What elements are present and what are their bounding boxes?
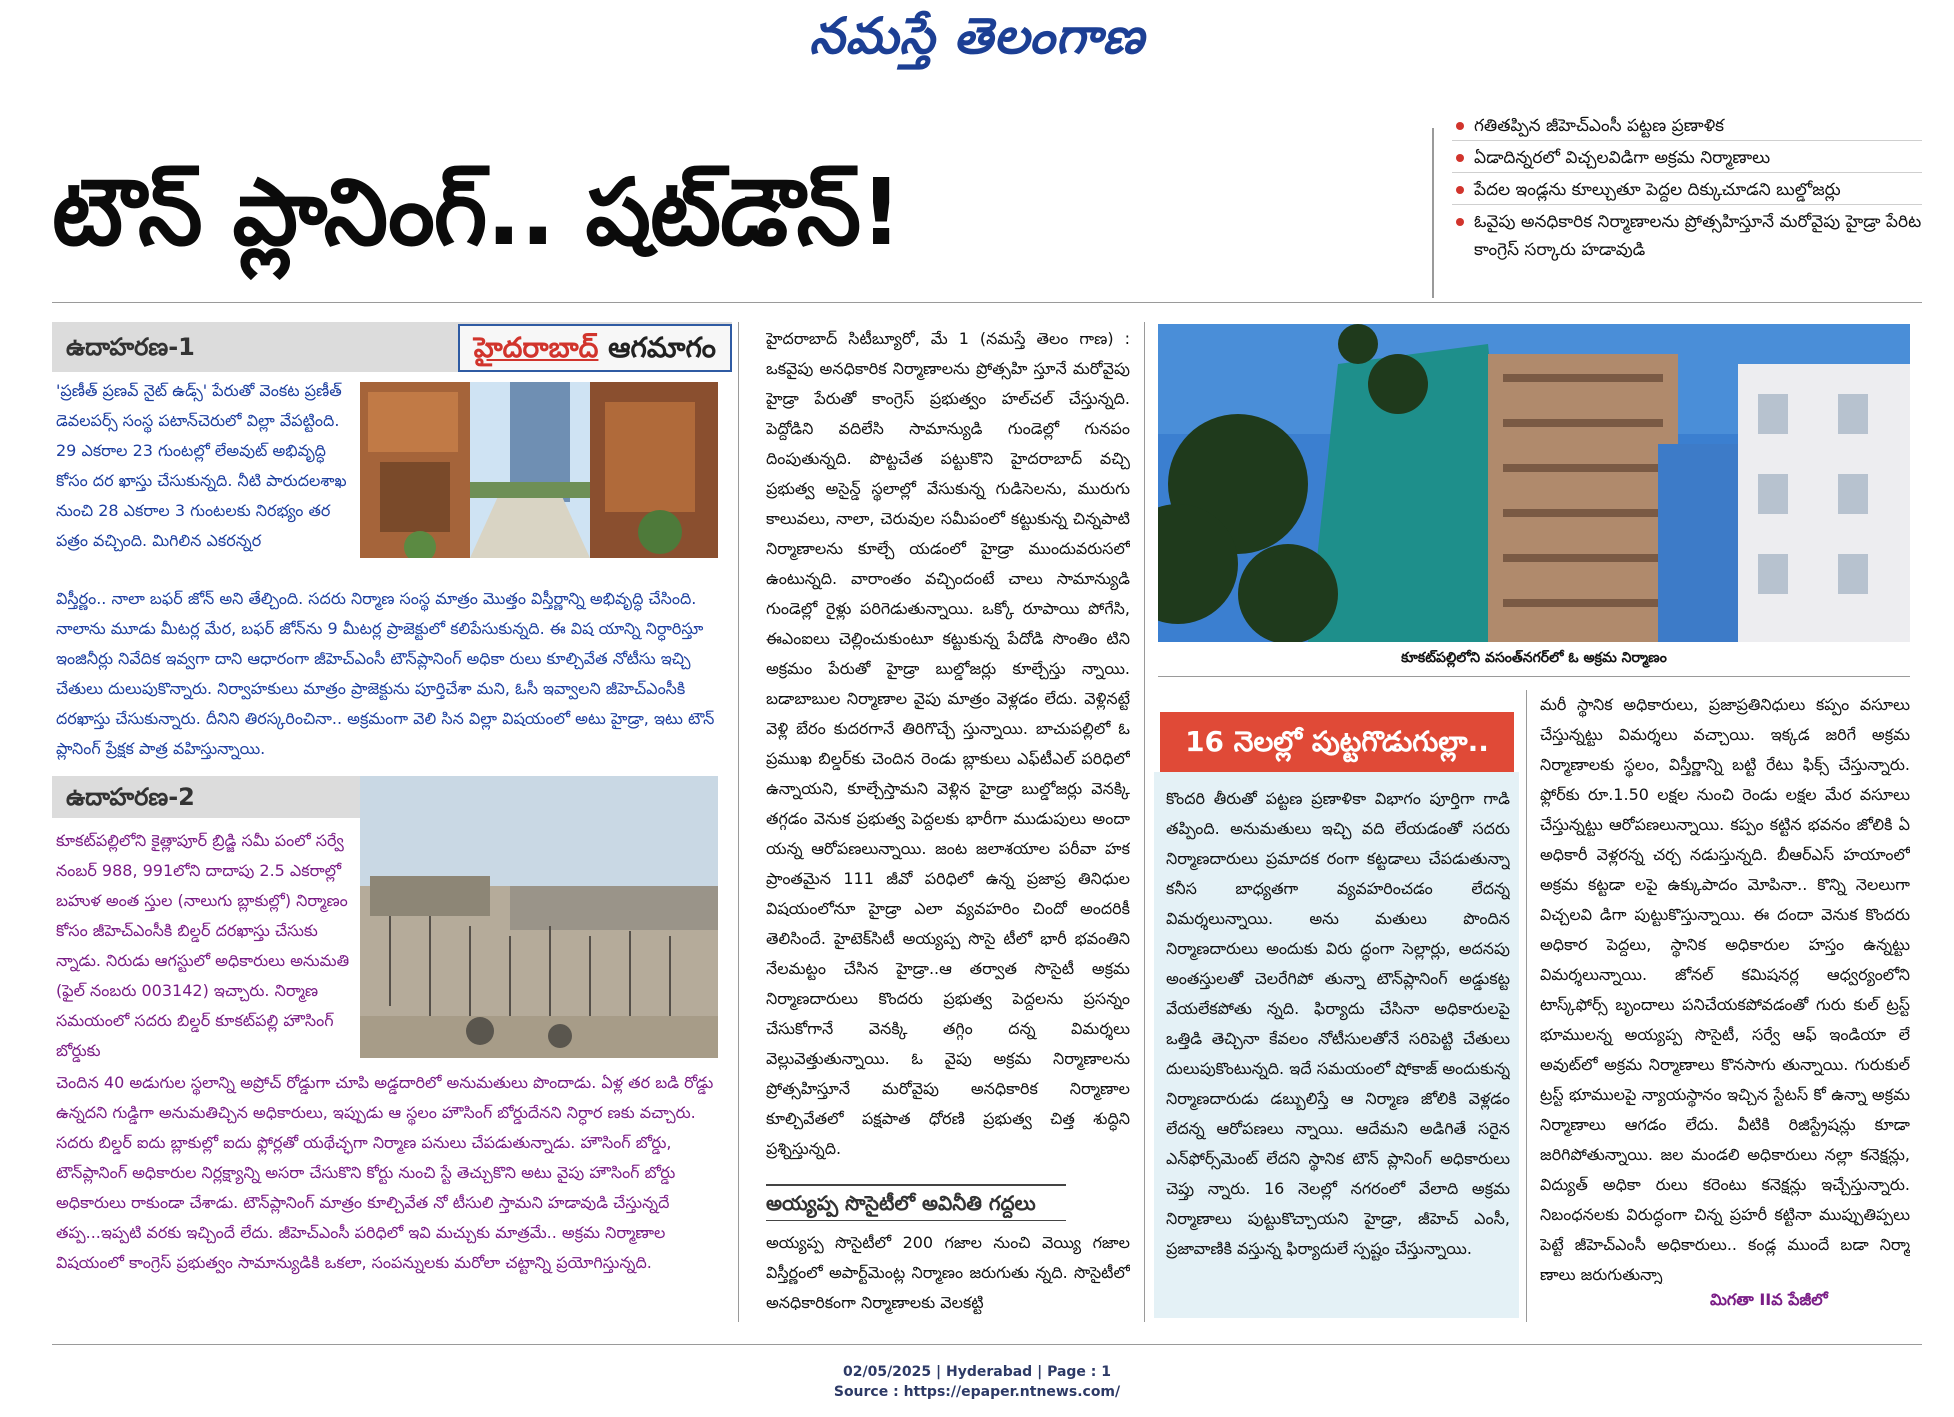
- hyderabad-tag: హైదరాబాద్ ఆగమాగం: [458, 324, 732, 372]
- example2-text-wide: చెందిన 40 అడుగుల స్థలాన్ని అప్రోచ్ రోడ్డుగా చూపి అడ్డదారిలో అనుమతులు పొందాడు. ఏళ్ల తర బడి రోడ్డు ఉన్నదని గుడ్డిగా అనుమతిచ్చిన అధికారులు, ఇప్పుడు ఆ స్థలం హౌసింగ్ బోర్డుదేనని నిర్ధార ణకు వచ్చారు. సదరు బిల్డర్ ఐదు బ్లాకుల్లో ఐదు ఫ్లోర్లతో యథేచ్ఛగా నిర్మాణ పనులు చేపడుతున్నాడు. హౌసింగ్ బోర్డు, టౌన్‌ప్లానింగ్ అధికారుల నిర్లక్ష్యాన్ని అసరా చేసుకొని కోర్టు నుంచి స్టే తెచ్చుకొని అటు వైపు హౌసింగ్ బోర్డు అధికారులు రాకుండా చేశాడు. టౌన్‌ప్లానింగ్ మాత్రం కూల్చివేత నో టీసులి స్తామని హడావుడి చేస్తున్నదే తప్ప...ఇప్పటి వరకు ఇచ్చిందే లేదు. జీహెచ్ఎంసీ పరిధిలో ఇవి మచ్చుకు మాత్రమే.. అక్రమ నిర్మాణాల విషయంలో కాంగ్రెస్ ప్రభుత్వం సామాన్యుడికి ఒకలా, సంపన్నులకు మరోలా చట్టాన్ని ప్రయోగిస్తున్నది.: [56, 1073, 714, 1272]
- box16-title: 16 నెలల్లో పుట్టగొడుగుల్లా..: [1160, 712, 1514, 772]
- masthead-logo: నమస్తే తెలంగాణ: [809, 6, 1145, 65]
- bullet-item: పేదల ఇండ్లను కూల్చుతూ పెద్దల దిక్కుచూడని బుల్డోజర్లు: [1452, 176, 1922, 205]
- footer-rule: [52, 1344, 1922, 1345]
- headline-divider: [1432, 128, 1434, 298]
- footer-date-edition: 02/05/2025 | Hyderabad | Page : 1: [842, 1364, 1112, 1380]
- bullet-dot-icon: [1456, 186, 1464, 194]
- photo-caption: కూకట్‌పల్లిలోని వసంత్‌నగర్‌లో ఓ అక్రమ నిర్మాణం: [1401, 650, 1667, 666]
- example2-text-narrow: కూకట్‌పల్లిలోని కైత్లాపూర్ బ్రిడ్జి సమీ పంలో సర్వే నంబర్ 988, 991లోని దాదాపు 2.5 ఎకరాల్లో బహుళ అంత స్తుల (నాలుగు బ్లాకుల్లో) నిర్మాణం కోసం జీహెచ్ఎంసీకి బిల్డర్ దరఖాస్తు చేసుకు న్నాడు. నిరుడు ఆగస్టులో అధికారులు అనుమతి (ఫైల్ నంబరు 003142) ఇచ్చారు. నిర్మాణ సమయంలో సదరు బిల్డర్ కూకట్‌పల్లి హౌసింగ్ బోర్డుకు: [56, 831, 350, 1060]
- column-divider: [1144, 322, 1145, 1322]
- caption-rule: [1158, 676, 1910, 677]
- villa-photo: [360, 382, 718, 558]
- bullet-dot-icon: [1456, 154, 1464, 162]
- example2-label: ఉదాహరణ-2: [66, 783, 195, 811]
- bullet-dot-icon: [1456, 122, 1464, 130]
- headline-rule: [52, 302, 1922, 303]
- bullet-item: గతితప్పిన జీహెచ్ఎంసీ పట్టణ ప్రణాళిక: [1452, 112, 1922, 141]
- col4-text: మరీ స్థానిక అధికారులు, ప్రజాప్రతినిధులు కప్పం వసూలు చేస్తున్నట్టు విమర్శలు వచ్చాయి. ఇక్కడ జరిగే అక్రమ నిర్మాణాలకు స్థలం, విస్తీర్ణాన్ని బట్టి రేటు ఫిక్స్ చేస్తున్నారు. ఫ్లోర్‌కు రూ.1.50 లక్షల నుంచి రెండు లక్షల మేర వసూలు చేస్తున్నట్టు ఆరోపణలున్నాయి. కప్పం కట్టిన భవనం జోలికి ఏ అధికారీ వెళ్లరన్న చర్చ నడుస్తున్నది. బీఆర్ఎస్ హయాంలో అక్రమ కట్టడా లపై ఉక్కుపాదం మోపినా.. కొన్ని నెలలుగా విచ్చలవి డిగా పుట్టుకొస్తున్నాయి. ఈ దందా వెనుక కొందరు అధికార పెద్దలు, స్థానిక అధికారుల హస్తం ఉన్నట్టు విమర్శలున్నాయి. జోనల్ కమిషనర్ల ఆధ్వర్యంలోని టాస్క్‌ఫోర్స్ బృందాలు పనిచేయకపోవడంతో గురు కుల్ ట్రస్ట్ భూములన్న అయ్యప్ప సొసైటీ, సర్వే ఆఫ్ ఇండియా లే అవుట్‌లో అక్రమ నిర్మాణాలు కొనసాగు తున్నాయి. గురుకుల్ ట్రస్ట్ భూములపై న్యాయస్థానం ఇచ్చిన స్టేటస్ కో ఉన్నా అక్రమ నిర్మాణాలు ఆగడం లేదు. వీటికి రిజిస్ట్రేషన్లు కూడా జరిగిపోతున్నాయి. జల మండలి అధికారులు నల్లా కనెక్షన్లు, విద్యుత్ అధికా రులు కరెంటు కనెక్షన్లు ఇచ్చేస్తున్నారు. నిబంధనలకు విరుద్ధంగా చిన్న ప్రహరీ కట్టినా ముప్పుతిప్పలు పెట్టే జీహెచ్ఎంసీ అధికారులు.. కండ్ల ముందే బడా నిర్మా ణాలు జరుగుతున్నా: [1540, 695, 1910, 1284]
- bullet-item: ఓవైపు అనధికారిక నిర్మాణాలను ప్రోత్సహిస్తూనే మరోవైపు హైడ్రా పేరిట కాంగ్రెస్ సర్కారు హడావుడి: [1452, 208, 1922, 264]
- box16-text: కొందరి తీరుతో పట్టణ ప్రణాళికా విభాగం పూర్తిగా గాడి తప్పింది. అనుమతులు ఇచ్చి వది లేయడంతో సదరు నిర్మాణదారులు ప్రమాదక రంగా కట్టడాలు చేపడుతున్నా కనీస బాధ్యతగా వ్యవహరించడం లేదన్న విమర్శలున్నాయి. అను మతులు పొందిన నిర్మాణదారులు అందుకు విరు ద్ధంగా సెల్లార్లు, అదనపు అంతస్తులతో చెలరేగిపో తున్నా టౌన్‌ప్లానింగ్ అడ్డుకట్ట వేయలేకపోతు న్నది. ఫిర్యాదు చేసినా అధికారులపై ఒత్తిడి తెచ్చినా కేవలం నోటీసులతోనే సరిపెట్టి చేతులు దులుపుకొంటున్నది. ఇదే సమయంలో షోకాజ్ అందుకున్న నిర్మాణదారుడు డబ్బులిస్తే ఆ నిర్మాణ జోలికి వెళ్లడం లేదన్న ఆరోపణలు న్నాయి. ఆదేమని అడిగితే సరైన ఎన్‌ఫోర్స్‌మెంట్ లేదని స్థానిక టౌన్ ప్లానింగ్ అధికారులు చెప్తు న్నారు. 16 నెలల్లో నగరంలో వేలాది అక్రమ నిర్మాణాలు పుట్టుకొచ్చాయని హైడ్రా, జీహెచ్ ఎంసీ, ప్రజావాణికి వస్తున్న ఫిర్యాదులే స్పష్టం చేస్తున్నాయి.: [1166, 789, 1510, 1258]
- footer-source: Source : https://epaper.ntnews.com/: [833, 1384, 1121, 1400]
- column-divider: [738, 322, 739, 1322]
- example1-text-narrow: 'ప్రణీత్ ప్రణవ్ నైట్ ఉడ్స్' పేరుతో వెంకట ప్రణీత్ డెవలపర్స్ సంస్థ పటాన్‌చెరులో విల్లా వేపట్టింది. 29 ఎకరాల 23 గుంటల్లో లేఅవుట్ అభివృద్ధి కోసం దర ఖాస్తు చేసుకున్నది. నీటి పారుదలశాఖ నుంచి 28 ఎకరాల 3 గుంటలకు నిరభ్యం తర పత్రం వచ్చింది. మిగిలిన ఎకరన్నర: [56, 381, 347, 550]
- ayyappa-subheading: అయ్యప్ప సొసైటీలో అవినీతి గద్దలు: [766, 1184, 1066, 1221]
- column-divider: [1526, 690, 1527, 1322]
- example1-header: [52, 322, 732, 372]
- bullet-dot-icon: [1456, 218, 1464, 226]
- bullet-item: ఏడాదిన్నరలో విచ్చలవిడిగా అక్రమ నిర్మాణాలు: [1452, 144, 1922, 173]
- example2-header: [52, 776, 366, 818]
- continued-on-page-link[interactable]: మిగతా IIవ పేజీలో: [1710, 1290, 1828, 1309]
- example1-text-wide: విస్తీర్ణం.. నాలా బఫర్ జోన్ అని తేల్చింది. సదరు నిర్మాణ సంస్థ మాత్రం మొత్తం విస్తీర్ణాన్ని అభివృద్ధి చేసింది. నాలాను మూడు మీటర్ల మేర, బఫర్ జోన్‌ను 9 మీటర్ల ప్రాజెక్టులో కలిపేసుకున్నది. ఈ విష యాన్ని నిర్ధారిస్తూ ఇంజినీర్లు నివేదిక ఇవ్వగా దాని ఆధారంగా జీహెచ్ఎంసీ టౌన్‌ప్లానింగ్ అధికా రులు కూల్చివేత నోటీసు ఇచ్చి చేతులు దులుపుకొన్నారు. నిర్వాహకులు మాత్రం ప్రాజెక్టును పూర్తిచేశా మని, ఓసీ ఇవ్వాలని జీహెచ్ఎంసీకి దరఖాస్తు చేసుకున్నారు. దీనిని తిరస్కరించినా.. అక్రమంగా వెలి సిన విల్లా విషయంలో అటు హైడ్రా, ఇటు టౌన్ ప్లానింగ్ ప్రేక్షక పాత్ర వహిస్తున్నాయి.: [56, 589, 715, 758]
- main-article-text: హైదరాబాద్ సిటీబ్యూరో, మే 1 (నమస్తే తెలం గాణ) : ఒకవైపు అనధికారిక నిర్మాణాలను ప్రోత్సహి స్తూనే మరోవైపు హైడ్రా పేరుతో కాంగ్రెస్ ప్రభుత్వం హల్‌చల్ చేస్తున్నది. పెద్దోడిని వదిలేసి సామాన్యుడి గుండెల్లో గునపం దింపుతున్నది. పొట్టచేత పట్టుకొని హైదరాబాద్ వచ్చి ప్రభుత్వ అసైన్డ్ స్థలాల్లో వేసుకున్న గుడిసెలను, మురుగు కాలువలు, నాలా, చెరువుల సమీపంలో కట్టుకున్న చిన్నపాటి నిర్మాణాలను కూల్చే యడంలో హైడ్రా ముందువరుసలో ఉంటున్నది. వారాంతం వచ్చిందంటే చాలు సామాన్యుడి గుండెల్లో రైళ్లు పరిగెడుతున్నాయి. ఒక్కో రూపాయి పోగేసి, ఈఎంఐలు చెల్లించుకుంటూ కట్టుకున్న పేదోడి సొంతిం టిని అక్రమం పేరుతో హైడ్రా బుల్డోజర్లు కూల్చేస్తు న్నాయి. బడాబాబుల నిర్మాణాల వైపు మాత్రం వెళ్లడం లేదు. వెళ్లినట్టే వెళ్లి బేరం కుదరగానే తిరిగొచ్చే స్తున్నాయి. బాచుపల్లిలో ఓ ప్రముఖ బిల్డర్‌కు చెందిన రెండు బ్లాకులు ఎఫ్‌టీఎల్ పరిధిలో ఉన్నాయని, కూల్చేస్తామని వెళ్లిన హైడ్రా బుల్డోజర్లు వెనక్కి తగ్గడం వెనుక ప్రభుత్వ పెద్దలకు భారీగా ముడుపులు అందా యన్న ఆరోపణలున్నాయి. జంట జలాశయాల పరీవా హక ప్రాంతమైన 111 జీవో పరిధిలో ఉన్న ప్రజాప్ర తినిధుల విషయంలోనూ హైడ్రా ఎలా వ్యవహరిం చిందో అందరికీ తెలిసిందే. హైటెక్‌సిటీ అయ్యప్ప సొసై టీలో భారీ భవంతిని నేలమట్టం చేసిన హైడ్రా..ఆ తర్వాత సొసైటీ అక్రమ నిర్మాణదారులు కొందరు ప్రభుత్వ పెద్దలను ప్రసన్నం చేసుకోగానే వెనక్కి తగ్గిం దన్న విమర్శలు వెల్లువెత్తుతున్నాయి. ఓ వైపు అక్రమ నిర్మాణాలను ప్రోత్సహిస్తూనే మరోవైపు అనధికారిక నిర్మాణాల కూల్చివేతలో పక్షపాత ధోరణి ప్రభుత్వ చిత్త శుద్ధిని ప్రశ్నిస్తున్నది.: [766, 329, 1130, 1158]
- ayyappa-text: అయ్యప్ప సొసైటీలో 200 గజాల నుంచి వెయ్యి గజాల విస్తీర్ణంలో అపార్ట్‌మెంట్ల నిర్మాణం జరుగుతు న్నది. సొసైటీలో అనధికారికంగా నిర్మాణాలకు వెలకట్టి: [766, 1233, 1130, 1312]
- example1-label: ఉదాహరణ-1: [66, 333, 195, 361]
- highlight-bullets: [1452, 112, 1922, 267]
- construction-site-photo: [360, 776, 718, 1058]
- illegal-building-photo: [1158, 324, 1910, 642]
- main-headline: టౌన్ ప్లానింగ్.. షట్‌డౌన్!: [52, 159, 902, 266]
